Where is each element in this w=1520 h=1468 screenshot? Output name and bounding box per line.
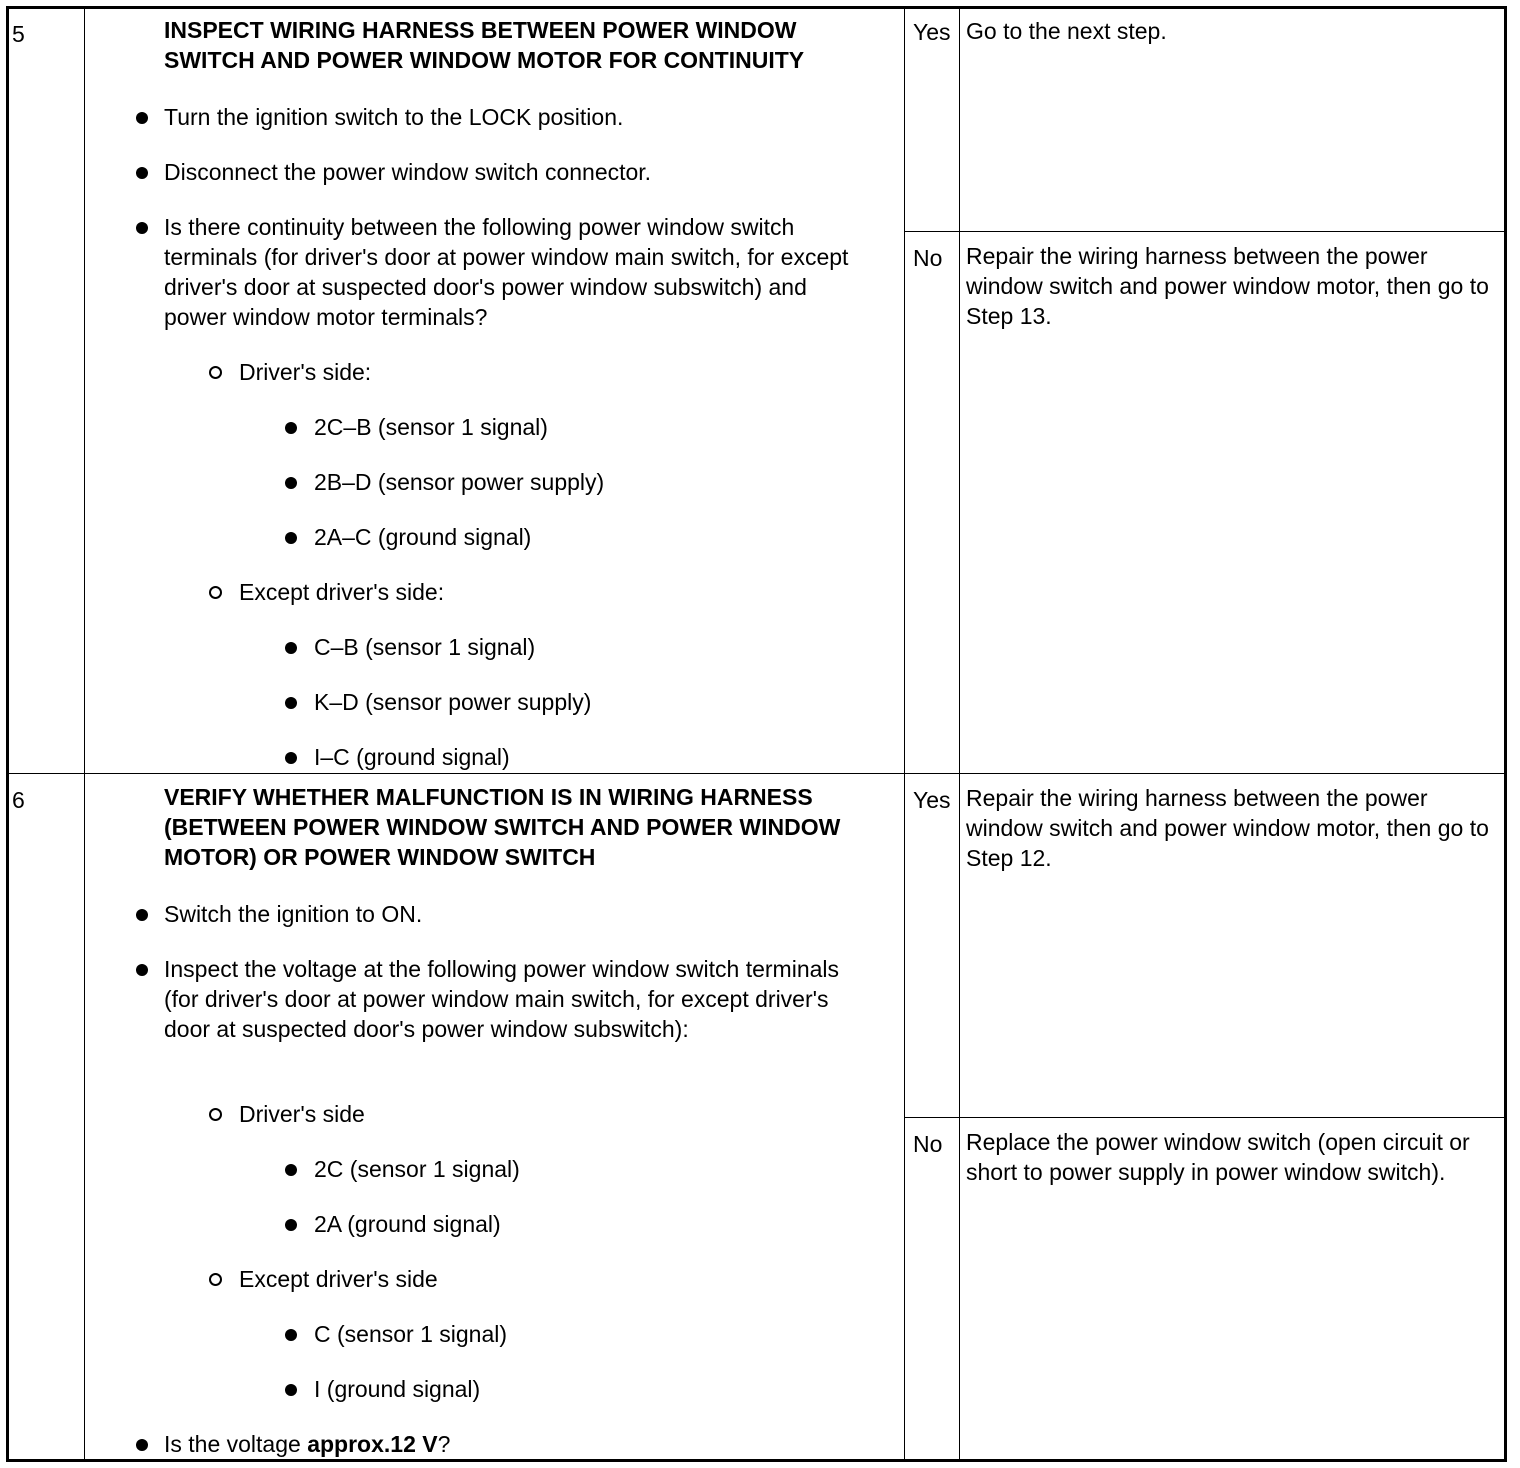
row-divider <box>904 231 1504 232</box>
bullet-icon <box>136 909 148 921</box>
result-no-action: Replace the power window switch (open circuit or short to power supply in power window switch). <box>966 1129 1470 1185</box>
bullet-icon <box>285 532 297 544</box>
terminal-item: 2C (sensor 1 signal) <box>314 1156 520 1182</box>
bullet-icon <box>285 1329 297 1341</box>
sub-heading: Driver's side: <box>239 359 372 385</box>
sub-heading: Except driver's side <box>239 1266 438 1292</box>
terminal-item: 2A–C (ground signal) <box>314 524 532 550</box>
bullet-icon <box>285 752 297 764</box>
result-yes-label: Yes <box>913 787 951 813</box>
step-title: INSPECT WIRING HARNESS BETWEEN POWER WINDOW SWITCH AND POWER WINDOW MOTOR FOR CONTINUITY <box>164 17 805 73</box>
bullet-icon <box>285 422 297 434</box>
terminal-item: 2C–B (sensor 1 signal) <box>314 414 548 440</box>
circle-bullet-icon <box>209 366 222 379</box>
instruction-item: Inspect the voltage at the following power window switch terminals (for driver's door at power window main switch, for except driver's door at suspected door's power window subswitch): <box>164 956 840 1042</box>
bullet-icon <box>285 1384 297 1396</box>
final-question-suffix: ? <box>437 1431 451 1457</box>
step-title: VERIFY WHETHER MALFUNCTION IS IN WIRING HARNESS (BETWEEN POWER WINDOW SWITCH AND POWER WINDOW MOTOR) OR POWER WINDOW SWITCH <box>164 784 841 870</box>
sub-heading: Driver's side <box>239 1101 365 1127</box>
bullet-icon <box>285 697 297 709</box>
bullet-icon <box>285 642 297 654</box>
circle-bullet-icon <box>209 1108 222 1121</box>
result-yes-label: Yes <box>913 19 951 45</box>
instruction-item: Switch the ignition to ON. <box>164 901 423 927</box>
result-yes-action: Go to the next step. <box>966 18 1167 44</box>
terminal-item: C–B (sensor 1 signal) <box>314 634 536 660</box>
column-divider <box>904 9 905 1459</box>
row-divider <box>904 1117 1504 1118</box>
bullet-icon <box>136 167 148 179</box>
bullet-icon <box>285 477 297 489</box>
final-question-value: approx.12 V <box>307 1431 438 1457</box>
row-divider <box>9 773 1504 774</box>
bullet-icon <box>136 964 148 976</box>
step-number: 6 <box>12 787 25 813</box>
terminal-item: I (ground signal) <box>314 1376 481 1402</box>
terminal-item: 2B–D (sensor power supply) <box>314 469 605 495</box>
bullet-icon <box>136 1439 148 1451</box>
instruction-item: Is there continuity between the following power window switch terminals (for driver's door at power window main switch, for except driver's door at suspected door's power window subswitch) and power window motor terminals? <box>164 214 849 330</box>
terminal-item: K–D (sensor power supply) <box>314 689 592 715</box>
instruction-item: Turn the ignition switch to the LOCK position. <box>164 104 624 130</box>
terminal-item: C (sensor 1 signal) <box>314 1321 508 1347</box>
result-yes-action: Repair the wiring harness between the power window switch and power window motor, then go to Step 12. <box>966 785 1489 871</box>
step-number: 5 <box>12 21 25 47</box>
bullet-icon <box>285 1219 297 1231</box>
result-no-action: Repair the wiring harness between the power window switch and power window motor, then go to Step 13. <box>966 243 1489 329</box>
final-question <box>164 1429 450 1459</box>
result-no-label: No <box>913 245 943 271</box>
bullet-icon <box>285 1164 297 1176</box>
column-divider <box>84 9 85 1459</box>
sub-heading: Except driver's side: <box>239 579 445 605</box>
instruction-item: Disconnect the power window switch connector. <box>164 159 652 185</box>
column-divider <box>959 9 960 1459</box>
circle-bullet-icon <box>209 1273 222 1286</box>
result-no-label: No <box>913 1131 943 1157</box>
circle-bullet-icon <box>209 586 222 599</box>
diagnostic-table <box>6 6 1507 1462</box>
terminal-item: I–C (ground signal) <box>314 744 510 770</box>
bullet-icon <box>136 112 148 124</box>
bullet-icon <box>136 222 148 234</box>
final-question-prefix: Is the voltage <box>164 1431 308 1457</box>
terminal-item: 2A (ground signal) <box>314 1211 501 1237</box>
